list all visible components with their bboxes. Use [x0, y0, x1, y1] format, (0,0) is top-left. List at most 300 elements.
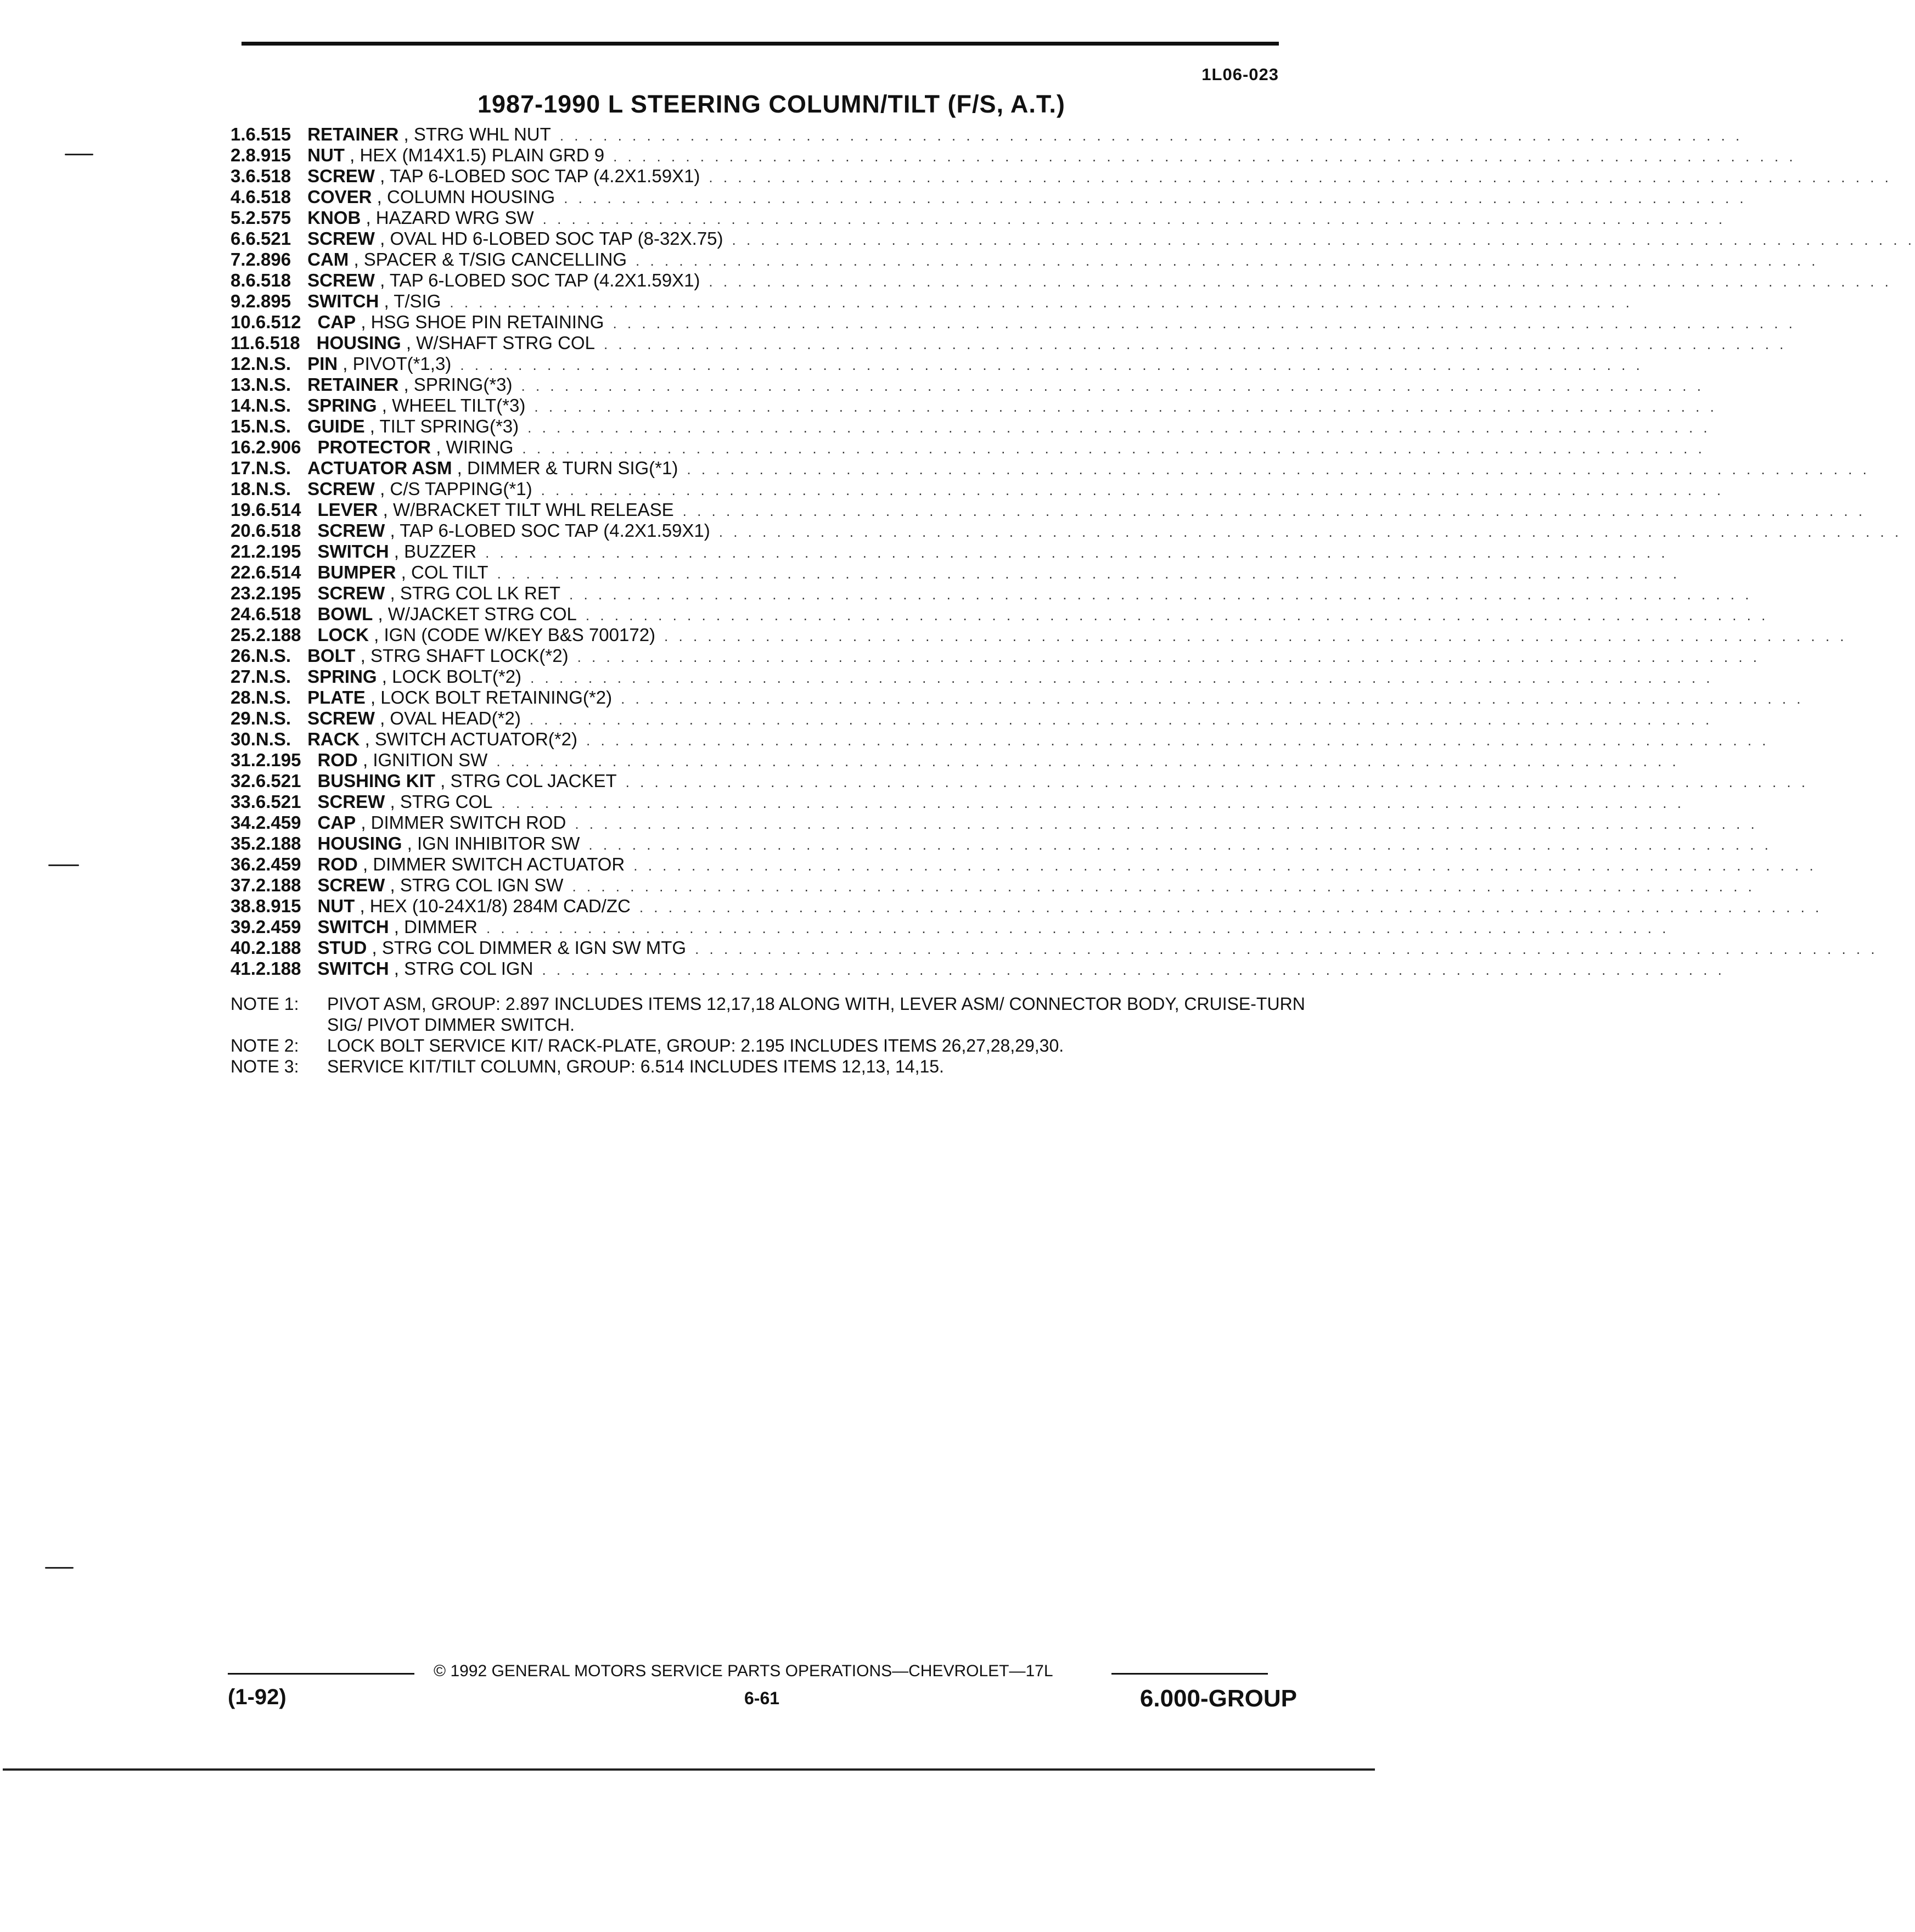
part-row — [231, 458, 1870, 479]
group-number: 2.896 — [245, 249, 291, 269]
group-number: N.S. — [255, 374, 291, 395]
part-detail: , HEX (10-24X1/8) 284M CAD/ZC — [360, 896, 631, 916]
group-number: 6.518 — [255, 520, 301, 541]
part-detail: , TAP 6-LOBED SOC TAP (4.2X1.59X1) — [380, 270, 700, 290]
note-row — [231, 993, 1306, 1035]
part-name: ROD — [317, 750, 358, 770]
group-number: N.S. — [255, 666, 291, 687]
footer-rule-left — [228, 1673, 414, 1675]
part-name: SCREW — [307, 270, 375, 290]
part-name: SCREW — [317, 583, 385, 603]
part-description — [307, 479, 532, 499]
group-number: N.S. — [255, 708, 291, 728]
part-description — [307, 666, 521, 687]
item-number: 31. — [231, 750, 256, 770]
item-number: 9. — [231, 291, 246, 311]
part-detail: , DIMMER & TURN SIG(*1) — [457, 458, 678, 478]
item-number: 27. — [231, 666, 256, 687]
group-number: N.S. — [255, 687, 291, 707]
leader-dots: . . . . . . . . . . . . . . . . . . . . . . . . . . . . . . . . . . . . . . . . . . . . . . . . . . . . . . . . . . . . . . . . . . . . . . . . . . . . . . . . . . — [586, 732, 1770, 749]
leader-dots: . . . . . . . . . . . . . . . . . . . . . . . . . . . . . . . . . . . . . . . . . . . . . . . . . . . . . . . . . . . . . . . . . . . . . . . . . . . . . . . . . . — [527, 419, 1711, 436]
part-row — [231, 729, 1770, 750]
part-detail: , OVAL HD 6-LOBED SOC TAP (8-32X.75) — [380, 228, 723, 249]
part-row — [231, 687, 1804, 708]
part-name: SWITCH — [307, 291, 379, 311]
leader-dots: . . . . . . . . . . . . . . . . . . . . . . . . . . . . . . . . . . . . . . . . . . . . . . . . . . . . . . . . . . . . . . . . . . . . . . . . . . . . . . . . . . — [485, 544, 1669, 561]
part-name: SWITCH — [317, 541, 389, 561]
part-description — [307, 249, 627, 270]
part-row — [231, 374, 1704, 395]
part-description — [317, 520, 710, 541]
part-row — [231, 604, 1769, 625]
item-number: 25. — [231, 625, 256, 645]
leader-dots: . . . . . . . . . . . . . . . . . . . . . . . . . . . . . . . . . . . . . . . . . . . . . . . . . . . . . . . . . . . . . . . . . . . . . . . . . . . . . . . . . . — [569, 586, 1753, 603]
leader-dots: . . . . . . . . . . . . . . . . . . . . . . . . . . . . . . . . . . . . . . . . . . . . . . . . . . . . . . . . . . . . . . . . . . . . . . . . . . . . . . . . . . — [501, 795, 1684, 811]
part-name: KNOB — [307, 207, 361, 228]
part-description — [307, 416, 519, 437]
part-row — [231, 124, 1743, 145]
group-number: N.S. — [255, 416, 291, 436]
leader-dots: . . . . . . . . . . . . . . . . . . . . . . . . . . . . . . . . . . . . . . . . . . . . . . . . . . . . . . . . . . . . . . . . . . . . . . . . . . . . . . . . . . — [588, 836, 1772, 853]
group-number: 2.895 — [245, 291, 291, 311]
part-name: RETAINER — [307, 374, 399, 395]
leader-dots: . . . . . . . . . . . . . . . . . . . . . . . . . . . . . . . . . . . . . . . . . . . . . . . . . . . . . . . . . . . . . . . . . . . . . . . . . . . . . . . . . . — [695, 941, 1878, 957]
item-number: 10. — [231, 312, 256, 332]
part-description — [317, 625, 655, 645]
group-number: 6.514 — [255, 499, 301, 520]
part-name: NUT — [307, 145, 345, 165]
leader-dots: . . . . . . . . . . . . . . . . . . . . . . . . . . . . . . . . . . . . . . . . . . . . . . . . . . . . . . . . . . . . . . . . . . . . . . . . . . . . . . . . . . — [613, 315, 1796, 332]
part-name: SPRING — [307, 666, 377, 687]
group-number: N.S. — [255, 353, 291, 374]
leader-dots: . . . . . . . . . . . . . . . . . . . . . . . . . . . . . . . . . . . . . . . . . . . . . . . . . . . . . . . . . . . . . . . . . . . . . . . . . . . . . . . . . . — [572, 878, 1755, 895]
part-name: RACK — [307, 729, 360, 749]
group-number: N.S. — [255, 479, 291, 499]
part-name: HOUSING — [316, 333, 401, 353]
leader-dots: . . . . . . . . . . . . . . . . . . . . . . . . . . . . . . . . . . . . . . . . . . . . . . . . . . . . . . . . . . . . . . . . . . . . . . . . . . . . . . . . . . — [460, 357, 1643, 373]
part-name: CAP — [317, 812, 356, 833]
item-number: 8. — [231, 270, 246, 290]
part-description — [307, 207, 534, 228]
item-number: 36. — [231, 854, 256, 874]
leader-dots: . . . . . . . . . . . . . . . . . . . . . . . . . . . . . . . . . . . . . . . . . . . . . . . . . . . . . . . . . . . . . . . . . . . . . . . . . . . . . . . . . . — [522, 440, 1705, 457]
group-number: 6.518 — [255, 604, 301, 624]
part-row — [231, 812, 1758, 833]
part-detail: , IGN INHIBITOR SW — [407, 833, 580, 853]
part-name: SCREW — [307, 708, 375, 728]
part-detail: , W/BRACKET TILT WHL RELEASE — [383, 499, 674, 520]
part-row — [231, 353, 1643, 374]
part-row — [231, 499, 1866, 520]
part-row — [231, 520, 1902, 541]
part-detail: , COL TILT — [401, 562, 488, 582]
item-number: 41. — [231, 958, 256, 979]
part-detail: , HSG SHOE PIN RETAINING — [361, 312, 604, 332]
note-label: NOTE 2: — [231, 1036, 299, 1055]
part-detail: , HAZARD WRG SW — [366, 207, 534, 228]
part-detail: , OVAL HEAD(*2) — [380, 708, 521, 728]
part-row — [231, 645, 1761, 666]
margin-mark — [48, 864, 79, 866]
part-description — [307, 353, 451, 374]
part-name: PLATE — [307, 687, 366, 707]
part-name: RETAINER — [307, 124, 399, 144]
part-name: CAP — [317, 312, 356, 332]
item-number: 14. — [231, 395, 256, 415]
part-detail: , DIMMER — [394, 917, 478, 937]
part-description — [307, 708, 521, 729]
part-row — [231, 479, 1725, 499]
part-detail: , BUZZER — [394, 541, 477, 561]
part-detail: , STRG COL LK RET — [390, 583, 560, 603]
part-row — [231, 416, 1711, 437]
leader-dots: . . . . . . . . . . . . . . . . . . . . . . . . . . . . . . . . . . . . . . . . . . . . . . . . . . . . . . . . . . . . . . . . . . . . . . . . . . . . . . . . . . — [564, 190, 1747, 206]
part-detail: , SWITCH ACTUATOR(*2) — [364, 729, 578, 749]
part-row — [231, 312, 1796, 333]
part-row — [231, 562, 1681, 583]
leader-dots: . . . . . . . . . . . . . . . . . . . . . . . . . . . . . . . . . . . . . . . . . . . . . . . . . . . . . . . . . . . . . . . . . . . . . . . . . . . . . . . . . . — [621, 690, 1804, 707]
part-description — [317, 333, 595, 353]
margin-mark — [45, 1567, 74, 1569]
group-number: 6.518 — [245, 166, 291, 186]
part-detail: , TAP 6-LOBED SOC TAP (4.2X1.59X1) — [390, 520, 710, 541]
part-description — [317, 750, 487, 771]
part-description — [317, 562, 488, 583]
leader-dots: . . . . . . . . . . . . . . . . . . . . . . . . . . . . . . . . . . . . . . . . . . . . . . . . . . . . . . . . . . . . . . . . . . . . . . . . . . . . . . . . . . — [709, 273, 1892, 290]
part-description — [317, 312, 604, 333]
part-detail: , DIMMER SWITCH ROD — [361, 812, 566, 833]
item-number: 34. — [231, 812, 256, 833]
part-description — [307, 687, 612, 708]
group-number: 6.518 — [245, 187, 291, 207]
item-number: 3. — [231, 166, 246, 186]
item-number: 11. — [231, 333, 255, 353]
item-number: 33. — [231, 791, 256, 812]
part-row — [231, 833, 1772, 854]
part-detail: , LOCK BOLT RETAINING(*2) — [370, 687, 613, 707]
part-description — [317, 854, 625, 875]
group-number: 2.195 — [255, 583, 301, 603]
part-name: COVER — [307, 187, 372, 207]
part-detail: , T/SIG — [384, 291, 441, 311]
note-label: NOTE 1: — [231, 994, 299, 1014]
leader-dots: . . . . . . . . . . . . . . . . . . . . . . . . . . . . . . . . . . . . . . . . . . . . . . . . . . . . . . . . . . . . . . . . . . . . . . . . . . . . . . . . . . — [682, 503, 1866, 519]
leader-dots: . . . . . . . . . . . . . . . . . . . . . . . . . . . . . . . . . . . . . . . . . . . . . . . . . . . . . . . . . . . . . . . . . . . . . . . . . . . . . . . . . . — [664, 628, 1847, 644]
part-detail: , STRG COL IGN — [394, 958, 533, 979]
leader-dots: . . . . . . . . . . . . . . . . . . . . . . . . . . . . . . . . . . . . . . . . . . . . . . . . . . . . . . . . . . . . . . . . . . . . . . . . . . . . . . . . . . — [486, 920, 1670, 936]
part-name: GUIDE — [307, 416, 365, 436]
page-number: 6-61 — [744, 1688, 780, 1708]
group-number: 6.518 — [245, 270, 291, 290]
part-description — [317, 896, 630, 917]
part-detail: , STRG COL DIMMER & IGN SW MTG — [372, 937, 687, 958]
part-detail: , STRG WHL NUT — [403, 124, 551, 144]
item-number: 21. — [231, 541, 256, 561]
item-number: 7. — [231, 249, 246, 269]
part-detail: , C/S TAPPING(*1) — [380, 479, 532, 499]
item-number: 4. — [231, 187, 246, 207]
leader-dots: . . . . . . . . . . . . . . . . . . . . . . . . . . . . . . . . . . . . . . . . . . . . . . . . . . . . . . . . . . . . . . . . . . . . . . . . . . . . . . . . . . — [530, 670, 1714, 686]
part-description — [307, 166, 700, 187]
part-row — [231, 791, 1684, 812]
part-description — [317, 791, 492, 812]
part-name: BUMPER — [317, 562, 396, 582]
group-number: 2.188 — [255, 937, 301, 958]
item-number: 15. — [231, 416, 256, 436]
item-number: 12. — [231, 353, 256, 374]
part-row — [231, 625, 1847, 645]
group-number: 2.188 — [255, 833, 301, 853]
part-detail: , WIRING — [436, 437, 514, 457]
item-number: 5. — [231, 207, 246, 228]
leader-dots: . . . . . . . . . . . . . . . . . . . . . . . . . . . . . . . . . . . . . . . . . . . . . . . . . . . . . . . . . . . . . . . . . . . . . . . . . . . . . . . . . . — [709, 169, 1892, 186]
part-name: BOLT — [307, 645, 356, 666]
page-title: 1987-1990 L STEERING COLUMN/TILT (F/S, A.T.) — [478, 90, 1065, 118]
group-number: 2.188 — [255, 875, 301, 895]
leader-dots: . . . . . . . . . . . . . . . . . . . . . . . . . . . . . . . . . . . . . . . . . . . . . . . . . . . . . . . . . . . . . . . . . . . . . . . . . . . . . . . . . . — [687, 461, 1870, 478]
part-name: SWITCH — [317, 917, 389, 937]
part-detail: , SPRING(*3) — [403, 374, 513, 395]
part-name: BUSHING KIT — [317, 771, 435, 791]
footer-rule-right — [1111, 1673, 1268, 1675]
part-row — [231, 291, 1633, 312]
part-description — [317, 499, 673, 520]
part-detail: , COLUMN HOUSING — [377, 187, 555, 207]
leader-dots: . . . . . . . . . . . . . . . . . . . . . . . . . . . . . . . . . . . . . . . . . . . . . . . . . . . . . . . . . . . . . . . . . . . . . . . . . . . . . . . . . . — [585, 607, 1769, 624]
item-number: 39. — [231, 917, 256, 937]
part-name: LOCK — [317, 625, 369, 645]
leader-dots: . . . . . . . . . . . . . . . . . . . . . . . . . . . . . . . . . . . . . . . . . . . . . . . . . . . . . . . . . . . . . . . . . . . . . . . . . . . . . . . . . . — [633, 857, 1817, 874]
part-row — [231, 708, 1713, 729]
group-number: 2.188 — [255, 958, 301, 979]
part-row — [231, 333, 1787, 353]
leader-dots: . . . . . . . . . . . . . . . . . . . . . . . . . . . . . . . . . . . . . . . . . . . . . . . . . . . . . . . . . . . . . . . . . . . . . . . . . . . . . . . . . . — [732, 232, 1915, 248]
part-name: LEVER — [317, 499, 378, 520]
part-description — [317, 875, 563, 896]
group-number: 6.521 — [255, 791, 301, 812]
part-name: ACTUATOR ASM — [307, 458, 452, 478]
top-rule — [242, 42, 1279, 46]
part-description — [317, 437, 513, 458]
part-detail: , STRG SHAFT LOCK(*2) — [360, 645, 569, 666]
part-detail: , IGN (CODE W/KEY B&S 700172) — [374, 625, 656, 645]
part-name: SCREW — [317, 875, 385, 895]
part-name: STUD — [317, 937, 367, 958]
item-number: 1. — [231, 124, 246, 144]
part-detail: , HEX (M14X1.5) PLAIN GRD 9 — [350, 145, 605, 165]
part-name: SPRING — [307, 395, 377, 415]
group-number: 2.575 — [245, 207, 291, 228]
item-number: 18. — [231, 479, 256, 499]
part-row — [231, 750, 1680, 771]
group-number: 2.459 — [255, 854, 301, 874]
leader-dots: . . . . . . . . . . . . . . . . . . . . . . . . . . . . . . . . . . . . . . . . . . . . . . . . . . . . . . . . . . . . . . . . . . . . . . . . . . . . . . . . . . — [450, 294, 1633, 311]
parts-list — [231, 124, 1915, 979]
group-number: 8.915 — [245, 145, 291, 165]
part-description — [307, 187, 555, 207]
item-number: 19. — [231, 499, 256, 520]
leader-dots: . . . . . . . . . . . . . . . . . . . . . . . . . . . . . . . . . . . . . . . . . . . . . . . . . . . . . . . . . . . . . . . . . . . . . . . . . . . . . . . . . . — [496, 753, 1680, 770]
part-name: SCREW — [307, 166, 375, 186]
part-row — [231, 958, 1725, 979]
group-number: 6.521 — [245, 228, 291, 249]
part-description — [317, 958, 533, 979]
notes-section — [231, 993, 1306, 1077]
group-number: N.S. — [255, 458, 291, 478]
part-description — [317, 937, 686, 958]
leader-dots: . . . . . . . . . . . . . . . . . . . . . . . . . . . . . . . . . . . . . . . . . . . . . . . . . . . . . . . . . . . . . . . . . . . . . . . . . . . . . . . . . . — [541, 482, 1725, 498]
part-row — [231, 854, 1817, 875]
part-description — [317, 541, 476, 562]
part-name: SCREW — [307, 479, 375, 499]
item-number: 17. — [231, 458, 256, 478]
note-row — [231, 1035, 1306, 1056]
part-detail: , SPACER & T/SIG CANCELLING — [353, 249, 627, 269]
part-row — [231, 917, 1670, 937]
part-detail: , WHEEL TILT(*3) — [381, 395, 526, 415]
part-row — [231, 166, 1892, 187]
leader-dots: . . . . . . . . . . . . . . . . . . . . . . . . . . . . . . . . . . . . . . . . . . . . . . . . . . . . . . . . . . . . . . . . . . . . . . . . . . . . . . . . . . — [534, 398, 1717, 415]
note-text: SERVICE KIT/TILT COLUMN, GROUP: 6.514 INCLUDES ITEMS 12,13, 14,15. — [327, 1057, 944, 1076]
part-description — [317, 583, 560, 604]
part-name: SCREW — [317, 520, 385, 541]
part-row — [231, 937, 1878, 958]
item-number: 30. — [231, 729, 256, 749]
group-number: 2.459 — [255, 917, 301, 937]
part-detail: , IGNITION SW — [362, 750, 488, 770]
part-detail: , PIVOT(*1,3) — [342, 353, 452, 374]
part-detail: , LOCK BOLT(*2) — [381, 666, 522, 687]
item-number: 20. — [231, 520, 256, 541]
part-detail: , W/JACKET STRG COL — [378, 604, 577, 624]
group-label: 6.000-GROUP — [1139, 1685, 1297, 1712]
group-number: 6.521 — [255, 771, 301, 791]
item-number: 38. — [231, 896, 256, 916]
part-description — [307, 145, 604, 166]
part-name: ROD — [317, 854, 358, 874]
group-number: 2.195 — [255, 750, 301, 770]
item-number: 28. — [231, 687, 256, 707]
part-description — [307, 291, 441, 312]
part-name: HOUSING — [317, 833, 402, 853]
leader-dots: . . . . . . . . . . . . . . . . . . . . . . . . . . . . . . . . . . . . . . . . . . . . . . . . . . . . . . . . . . . . . . . . . . . . . . . . . . . . . . . . . . — [521, 378, 1704, 394]
part-row — [231, 896, 1823, 917]
group-number: N.S. — [255, 729, 291, 749]
item-number: 6. — [231, 228, 246, 249]
part-name: NUT — [317, 896, 355, 916]
leader-dots: . . . . . . . . . . . . . . . . . . . . . . . . . . . . . . . . . . . . . . . . . . . . . . . . . . . . . . . . . . . . . . . . . . . . . . . . . . . . . . . . . . — [542, 211, 1726, 227]
leader-dots: . . . . . . . . . . . . . . . . . . . . . . . . . . . . . . . . . . . . . . . . . . . . . . . . . . . . . . . . . . . . . . . . . . . . . . . . . . . . . . . . . . — [636, 252, 1819, 269]
item-number: 29. — [231, 708, 256, 728]
group-number: 2.906 — [255, 437, 301, 457]
part-detail: , STRG COL — [390, 791, 493, 812]
group-number: 2.459 — [255, 812, 301, 833]
part-row — [231, 145, 1796, 166]
leader-dots: . . . . . . . . . . . . . . . . . . . . . . . . . . . . . . . . . . . . . . . . . . . . . . . . . . . . . . . . . . . . . . . . . . . . . . . . . . . . . . . . . . — [497, 565, 1681, 582]
note-label: NOTE 3: — [231, 1057, 299, 1076]
leader-dots: . . . . . . . . . . . . . . . . . . . . . . . . . . . . . . . . . . . . . . . . . . . . . . . . . . . . . . . . . . . . . . . . . . . . . . . . . . . . . . . . . . — [542, 962, 1725, 978]
part-row — [231, 249, 1819, 270]
part-detail: , TAP 6-LOBED SOC TAP (4.2X1.59X1) — [380, 166, 700, 186]
part-name: PROTECTOR — [317, 437, 431, 457]
part-row — [231, 270, 1892, 291]
leader-dots: . . . . . . . . . . . . . . . . . . . . . . . . . . . . . . . . . . . . . . . . . . . . . . . . . . . . . . . . . . . . . . . . . . . . . . . . . . . . . . . . . . — [575, 816, 1758, 832]
group-number: 6.515 — [245, 124, 291, 144]
part-description — [317, 771, 616, 791]
part-detail: , TILT SPRING(*3) — [369, 416, 519, 436]
margin-mark — [65, 154, 93, 155]
part-row — [231, 207, 1726, 228]
part-row — [231, 228, 1915, 249]
part-row — [231, 437, 1705, 458]
item-number: 35. — [231, 833, 256, 853]
leader-dots: . . . . . . . . . . . . . . . . . . . . . . . . . . . . . . . . . . . . . . . . . . . . . . . . . . . . . . . . . . . . . . . . . . . . . . . . . . . . . . . . . . — [603, 336, 1787, 352]
part-description — [307, 458, 678, 479]
part-description — [317, 917, 478, 937]
item-number: 13. — [231, 374, 256, 395]
part-row — [231, 541, 1669, 562]
item-number: 2. — [231, 145, 246, 165]
bottom-rule — [3, 1768, 1375, 1771]
item-number: 23. — [231, 583, 256, 603]
leader-dots: . . . . . . . . . . . . . . . . . . . . . . . . . . . . . . . . . . . . . . . . . . . . . . . . . . . . . . . . . . . . . . . . . . . . . . . . . . . . . . . . . . — [625, 774, 1809, 790]
item-number: 40. — [231, 937, 256, 958]
leader-dots: . . . . . . . . . . . . . . . . . . . . . . . . . . . . . . . . . . . . . . . . . . . . . . . . . . . . . . . . . . . . . . . . . . . . . . . . . . . . . . . . . . — [639, 899, 1823, 916]
part-row — [231, 666, 1714, 687]
part-name: SCREW — [317, 791, 385, 812]
revision-date: (1-92) — [228, 1685, 287, 1709]
item-number: 22. — [231, 562, 256, 582]
part-detail: , STRG COL IGN SW — [390, 875, 564, 895]
leader-dots: . . . . . . . . . . . . . . . . . . . . . . . . . . . . . . . . . . . . . . . . . . . . . . . . . . . . . . . . . . . . . . . . . . . . . . . . . . . . . . . . . . — [613, 148, 1796, 165]
item-number: 32. — [231, 771, 256, 791]
note-text: LOCK BOLT SERVICE KIT/ RACK-PLATE, GROUP: 2.195 INCLUDES ITEMS 26,27,28,29,30. — [327, 1036, 1064, 1055]
note-text: PIVOT ASM, GROUP: 2.897 INCLUDES ITEMS 12,17,18 ALONG WITH, LEVER ASM/ CONNECTOR BODY, CRUISE-TURN SIG/ PIVOT DIMMER SWITCH. — [327, 994, 1305, 1035]
part-description — [307, 729, 577, 750]
item-number: 26. — [231, 645, 256, 666]
part-detail: , STRG COL JACKET — [440, 771, 617, 791]
leader-dots: . . . . . . . . . . . . . . . . . . . . . . . . . . . . . . . . . . . . . . . . . . . . . . . . . . . . . . . . . . . . . . . . . . . . . . . . . . . . . . . . . . — [577, 649, 1761, 665]
item-number: 24. — [231, 604, 256, 624]
part-row — [231, 875, 1755, 896]
part-row — [231, 187, 1747, 207]
part-name: PIN — [307, 353, 338, 374]
part-detail: , W/SHAFT STRG COL — [406, 333, 595, 353]
part-description — [317, 833, 580, 854]
group-number: 8.915 — [255, 896, 301, 916]
part-name: SWITCH — [317, 958, 389, 979]
item-number: 16. — [231, 437, 256, 457]
group-number: 2.188 — [255, 625, 301, 645]
part-description — [317, 812, 566, 833]
copyright-text: © 1992 GENERAL MOTORS SERVICE PARTS OPERATIONS—CHEVROLET—17L — [434, 1662, 1053, 1680]
part-description — [307, 228, 723, 249]
part-row — [231, 395, 1717, 416]
item-number: 37. — [231, 875, 256, 895]
part-description — [307, 270, 700, 291]
part-row — [231, 771, 1809, 791]
leader-dots: . . . . . . . . . . . . . . . . . . . . . . . . . . . . . . . . . . . . . . . . . . . . . . . . . . . . . . . . . . . . . . . . . . . . . . . . . . . . . . . . . . — [529, 711, 1713, 728]
group-number: N.S. — [255, 395, 291, 415]
group-number: 6.518 — [255, 333, 300, 353]
part-name: CAM — [307, 249, 349, 269]
group-number: N.S. — [255, 645, 291, 666]
part-detail: , DIMMER SWITCH ACTUATOR — [362, 854, 625, 874]
page-reference: 1L06-023 — [1201, 65, 1279, 84]
part-description — [307, 374, 512, 395]
part-name: SCREW — [307, 228, 375, 249]
part-row — [231, 583, 1753, 604]
